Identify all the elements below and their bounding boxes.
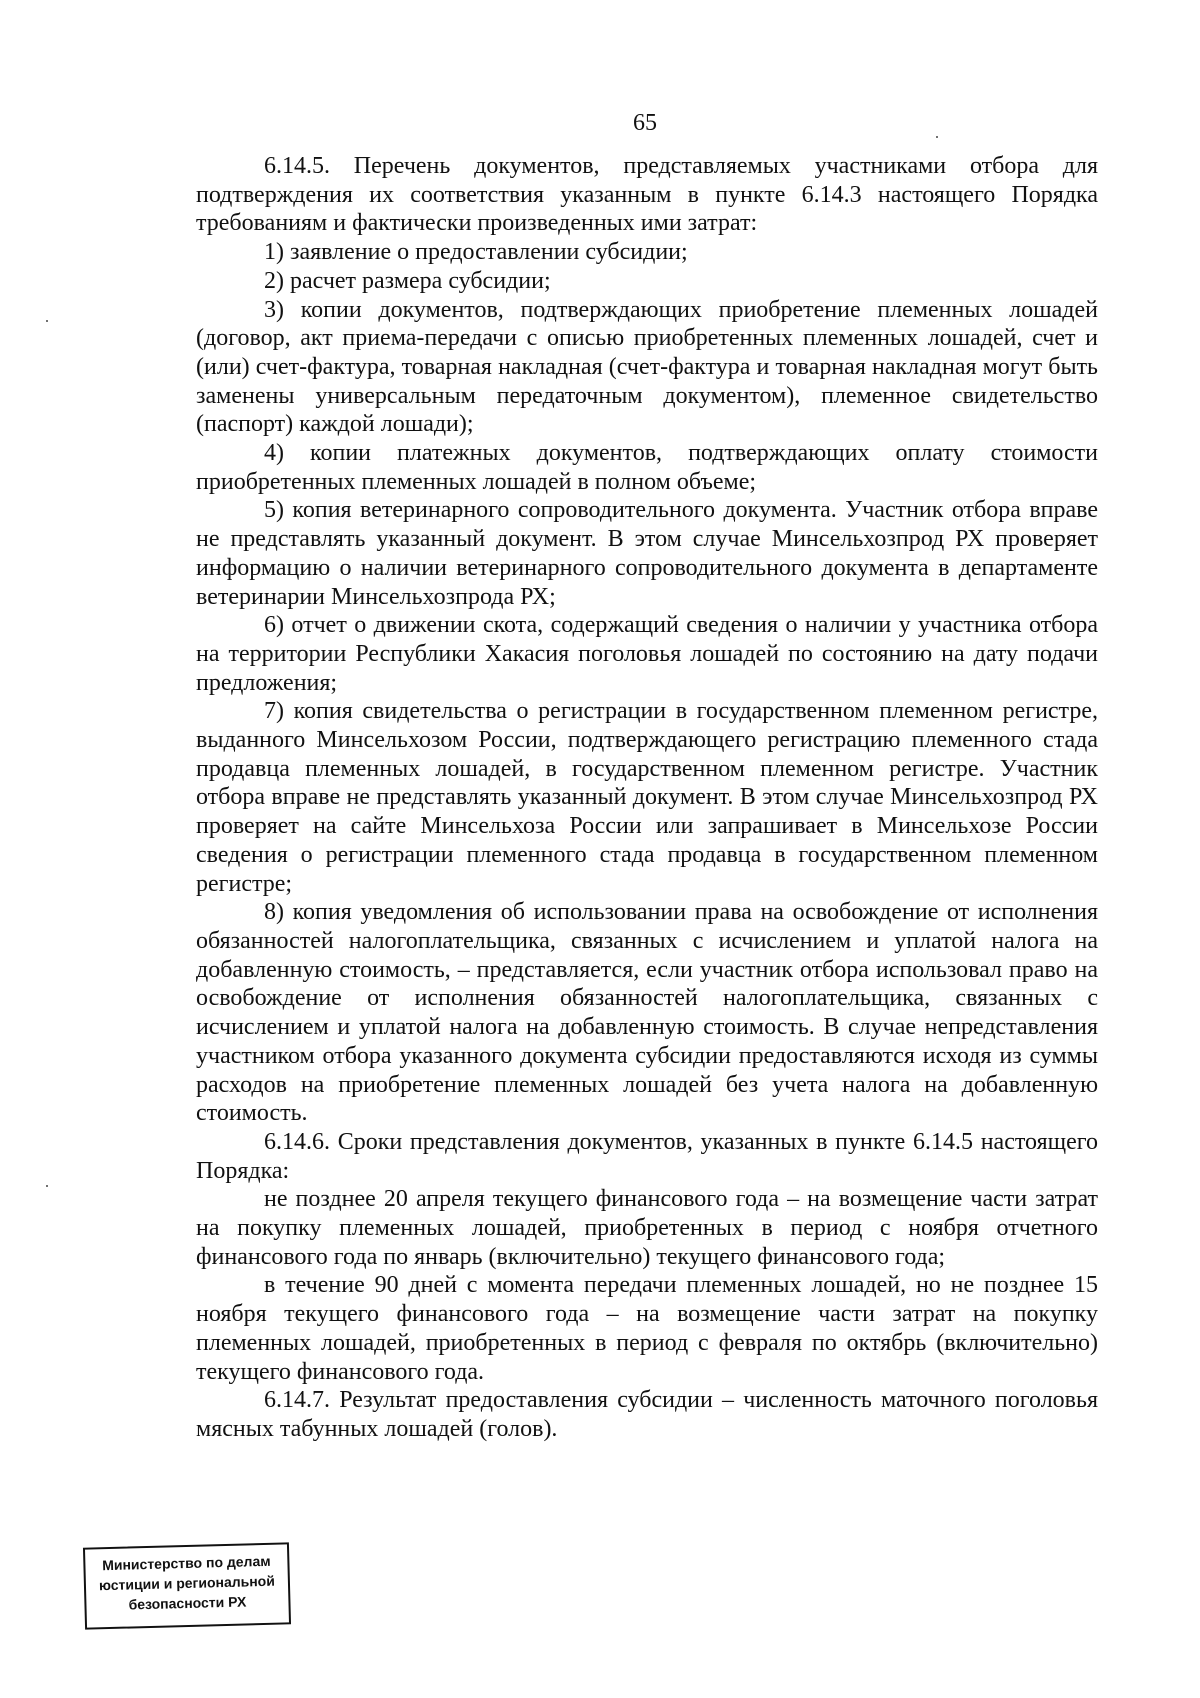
list-item-7: 7) копия свидетельства о регистрации в государственном племенном регистре, выданного Минсельхозом России, подтверждающего регистрацию племенного стада продавца племенных лошадей, в государственном племенном регистре. Участник отбора вправе не представлять указанный документ. В этом случае Минсельхозпрод РХ проверяет на сайте Минсельхоза России или запрашивает в Минсельхозе России сведения о регистрации племенного стада продавца в государственном племенном регистре; [196, 698, 1098, 897]
stamp-line-2: юстиции и региональной [98, 1572, 276, 1594]
stamp-line-3: безопасности РХ [128, 1593, 247, 1613]
list-item-3: 3) копии документов, подтверждающих приобретение племенных лошадей (договор, акт приема-передачи с описью приобретенных племенных лошадей, счет и (или) счет-фактура, товарная накладная (счет-фактура и товарная накладная могут быть заменены универсальным передаточным документом), племенное свидетельство (паспорт) каждой лошади); [196, 296, 1098, 438]
list-item-6: 6) отчет о движении скота, содержащий сведения о наличии у участника отбора на территории Республики Хакасия поголовья лошадей по состоянию на дату подачи предложения; [196, 612, 1098, 696]
ministry-stamp [83, 1542, 291, 1629]
paragraph-6-14-6: 6.14.6. Сроки представления документов, указанных в пункте 6.14.5 настоящего Порядка: [196, 1128, 1098, 1184]
paragraph-6-14-7: 6.14.7. Результат предоставления субсидии – численность маточного поголовья мясных табунных лошадей (голов). [196, 1387, 1098, 1442]
list-item-2: 2) расчет размера субсидии; [264, 267, 551, 294]
deadline-item-2: в течение 90 дней с момента передачи племенных лошадей, но не позднее 15 ноября текущего финансового года – на возмещение части затрат на покупку племенных лошадей, приобретенных в период с февраля по октябрь (включительно) текущего финансового года. [196, 1272, 1098, 1385]
deadline-item-1: не позднее 20 апреля текущего финансового года – на возмещение части затрат на покупку племенных лошадей, приобретенных в период с ноября отчетного финансового года по январь (включительно) текущего финансового года; [196, 1186, 1098, 1270]
page-number: 65 [633, 110, 657, 136]
list-item-1: 1) заявление о предоставлении субсидии; [264, 239, 688, 266]
document-body [196, 152, 1098, 1444]
list-item-8: 8) копия уведомления об использовании права на освобождение от исполнения обязанностей налогоплательщика, связанных с исчислением и уплатой налога на добавленную стоимость, – представляется, если участник отбора использовал право на освобождение от исполнения обязанностей налогоплательщика, связанных с исчислением и уплатой налога на добавленную стоимость. В случае непредставления участником отбора указанного документа субсидии предоставляются исходя из суммы расходов на приобретение племенных лошадей без учета налога на добавленную стоимость. [196, 899, 1098, 1127]
scan-speck [936, 136, 938, 138]
list-item-5: 5) копия ветеринарного сопроводительного документа. Участник отбора вправе не представлять указанный документ. В этом случае Минсельхозпрод РХ проверяет информацию о наличии ветеринарного сопроводительного документа в департаменте ветеринарии Минсельхозпрода РХ; [196, 497, 1098, 610]
paragraph-6-14-5: 6.14.5. Перечень документов, представляемых участниками отбора для подтверждения их соответствия указанным в пункте 6.14.3 настоящего Порядка требованиям и фактически произведенных ими затрат: [196, 153, 1098, 237]
stamp-line-1: Министерство по делам [101, 1552, 271, 1574]
scan-speck [46, 320, 48, 322]
scan-speck [46, 1185, 48, 1187]
list-item-4: 4) копии платежных документов, подтверждающих оплату стоимости приобретенных племенных лошадей в полном объеме; [196, 440, 1098, 495]
